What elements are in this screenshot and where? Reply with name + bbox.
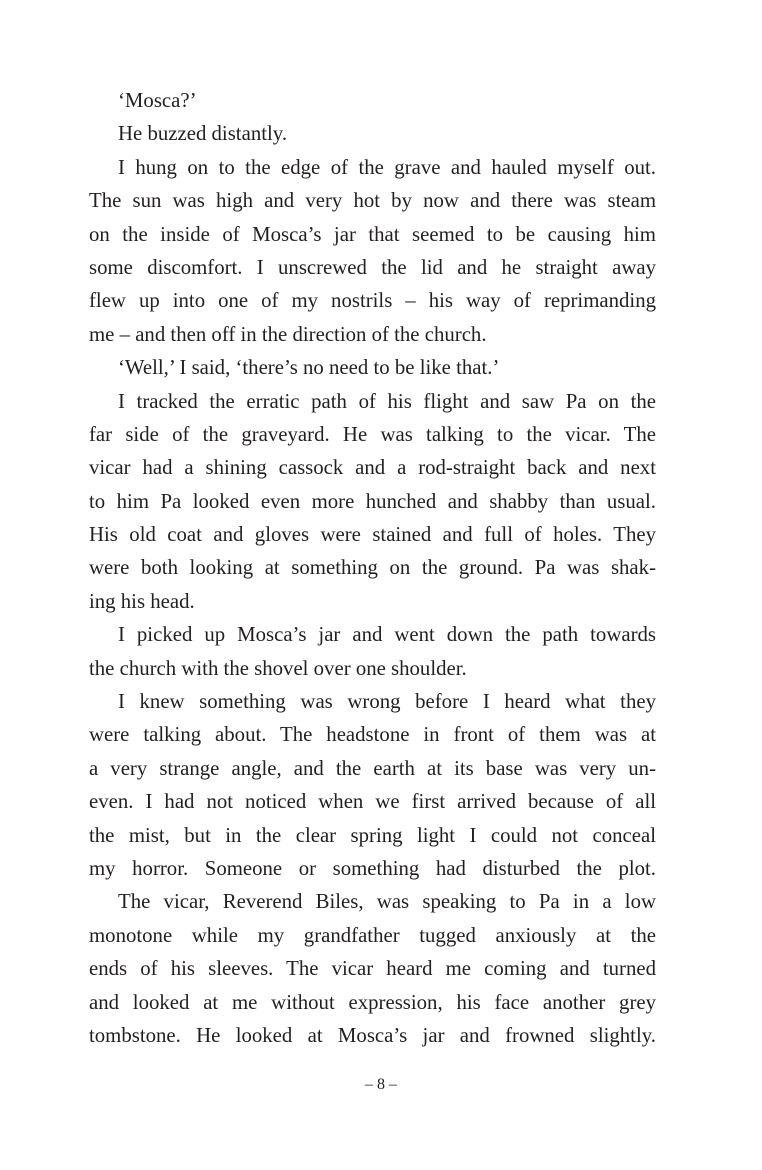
text-line: monotone while my grandfather tugged anxiously at the [89, 923, 656, 947]
text-line: vicar had a shining cassock and a rod-straight back and next [89, 456, 656, 480]
text-line: I knew something was wrong before I heard what they [118, 690, 656, 714]
text-line: The sun was high and very hot by now and there was steam [89, 189, 656, 213]
text-line: flew up into one of my nostrils – his way of reprimanding [89, 289, 656, 313]
text-line: I tracked the erratic path of his flight and saw Pa on the [118, 389, 656, 413]
text-line: ‘Well,’ I said, ‘there’s no need to be like that.’ [118, 356, 500, 380]
text-line: ing his head. [89, 589, 195, 613]
text-line: I hung on to the edge of the grave and hauled myself out. [118, 155, 656, 179]
text-line: the church with the shovel over one shoulder. [89, 656, 467, 680]
text-line: were both looking at something on the ground. Pa was shak- [89, 556, 656, 580]
text-line: far side of the graveyard. He was talking to the vicar. The [89, 422, 656, 446]
text-line: He buzzed distantly. [118, 122, 288, 146]
text-line: His old coat and gloves were stained and full of holes. They [89, 523, 656, 547]
text-line: on the inside of Mosca’s jar that seemed to be causing him [89, 222, 656, 246]
text-line: even. I had not noticed when we first arrived because of all [89, 790, 656, 814]
body-text [89, 84, 656, 1052]
text-line: me – and then off in the direction of the church. [89, 322, 487, 346]
text-line: my horror. Someone or something had disturbed the plot. [89, 856, 656, 880]
page-number: – 8 – [365, 1076, 397, 1093]
text-line: tombstone. He looked at Mosca’s jar and frowned slightly. [89, 1023, 656, 1047]
text-line: the mist, but in the clear spring light I could not conceal [89, 823, 656, 847]
text-line: I picked up Mosca’s jar and went down the path towards [118, 623, 656, 647]
text-line: and looked at me without expression, his face another grey [89, 990, 656, 1014]
text-line: some discomfort. I unscrewed the lid and he straight away [89, 255, 656, 279]
text-line: The vicar, Reverend Biles, was speaking to Pa in a low [118, 890, 656, 914]
text-line: ends of his sleeves. The vicar heard me coming and turned [89, 957, 656, 981]
text-line: a very strange angle, and the earth at its base was very un- [89, 756, 656, 780]
text-line: were talking about. The headstone in front of them was at [89, 723, 656, 747]
text-line: to him Pa looked even more hunched and shabby than usual. [89, 489, 656, 513]
text-line: ‘Mosca?’ [118, 89, 197, 112]
